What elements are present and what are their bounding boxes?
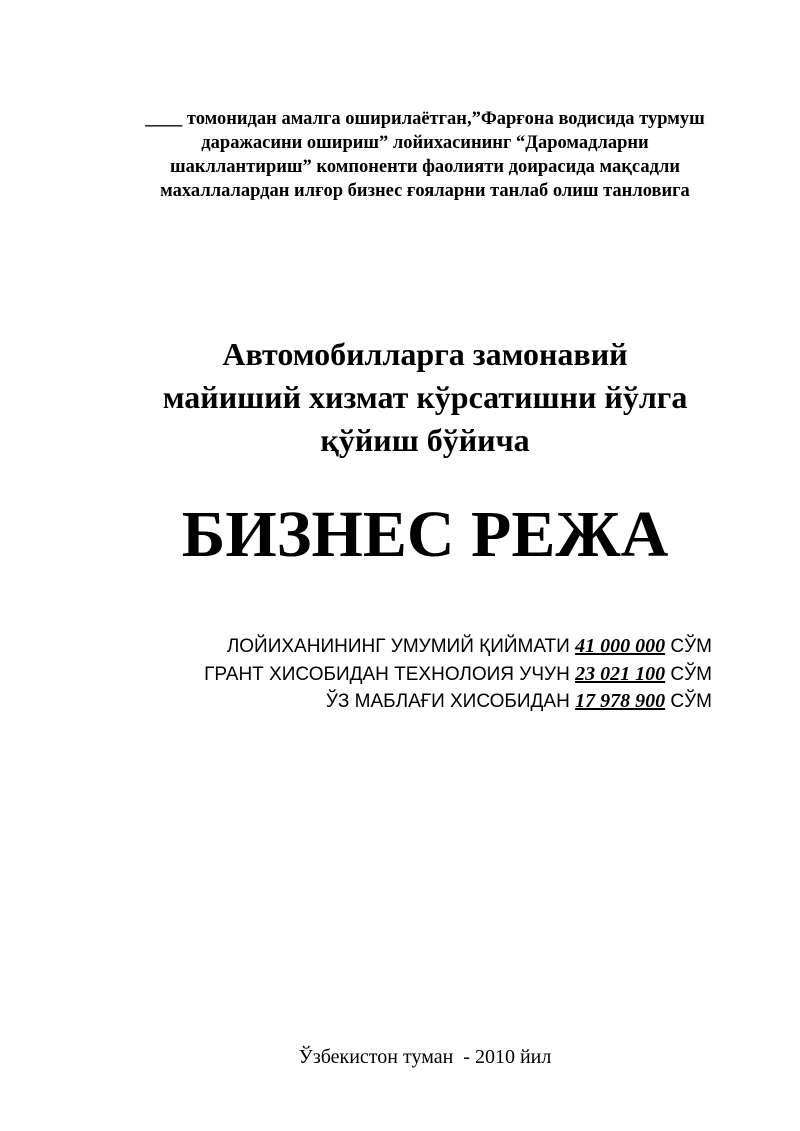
cost-currency: СЎМ: [670, 691, 712, 712]
subject-line: Автомобилларга замонавий: [222, 336, 628, 372]
cost-label: ГРАНТ ХИСОБИДАН ТЕХНОЛОИЯ УЧУН: [204, 663, 570, 685]
cost-amount: 17 978 900: [575, 690, 666, 712]
project-costs: [72, 633, 712, 716]
project-subject: [60, 333, 790, 462]
cost-currency: СЎМ: [670, 663, 712, 685]
intro-line: даражасини ошириш” лойихасининг “Даромадларни: [201, 133, 649, 153]
place-and-year: Ўзбекистон туман - 2010 йил: [298, 1046, 552, 1068]
cost-label: ЎЗ МАБЛАҒИ ХИСОБИДАН: [325, 691, 570, 712]
document-title: БИЗНЕС РЕЖА: [181, 498, 669, 571]
intro-line: махаллалардан илғор бизнес ғояларни танлаб олиш танловига: [160, 181, 690, 201]
cost-row-total: [72, 633, 712, 661]
cost-amount: 41 000 000: [575, 635, 666, 657]
cost-row-own-funds: [72, 688, 712, 716]
subject-line: қўйиш бўйича: [320, 422, 530, 458]
cost-row-grant: [72, 661, 712, 689]
cost-currency: СЎМ: [670, 636, 712, 657]
subject-line: майиший хизмат кўрсатишни йўлга: [162, 379, 688, 415]
cost-label: ЛОЙИХАНИНИНГ УМУМИЙ ҚИЙМАТИ: [226, 636, 570, 657]
intro-line: шакллантириш” компоненти фаолияти доирасида мақсадли: [170, 157, 680, 177]
cost-amount: 23 021 100: [575, 662, 666, 685]
competition-intro: [100, 107, 750, 203]
intro-line: ____ томонидан амалга оширилаётган,”Фарғона водисида турмуш: [145, 109, 705, 129]
